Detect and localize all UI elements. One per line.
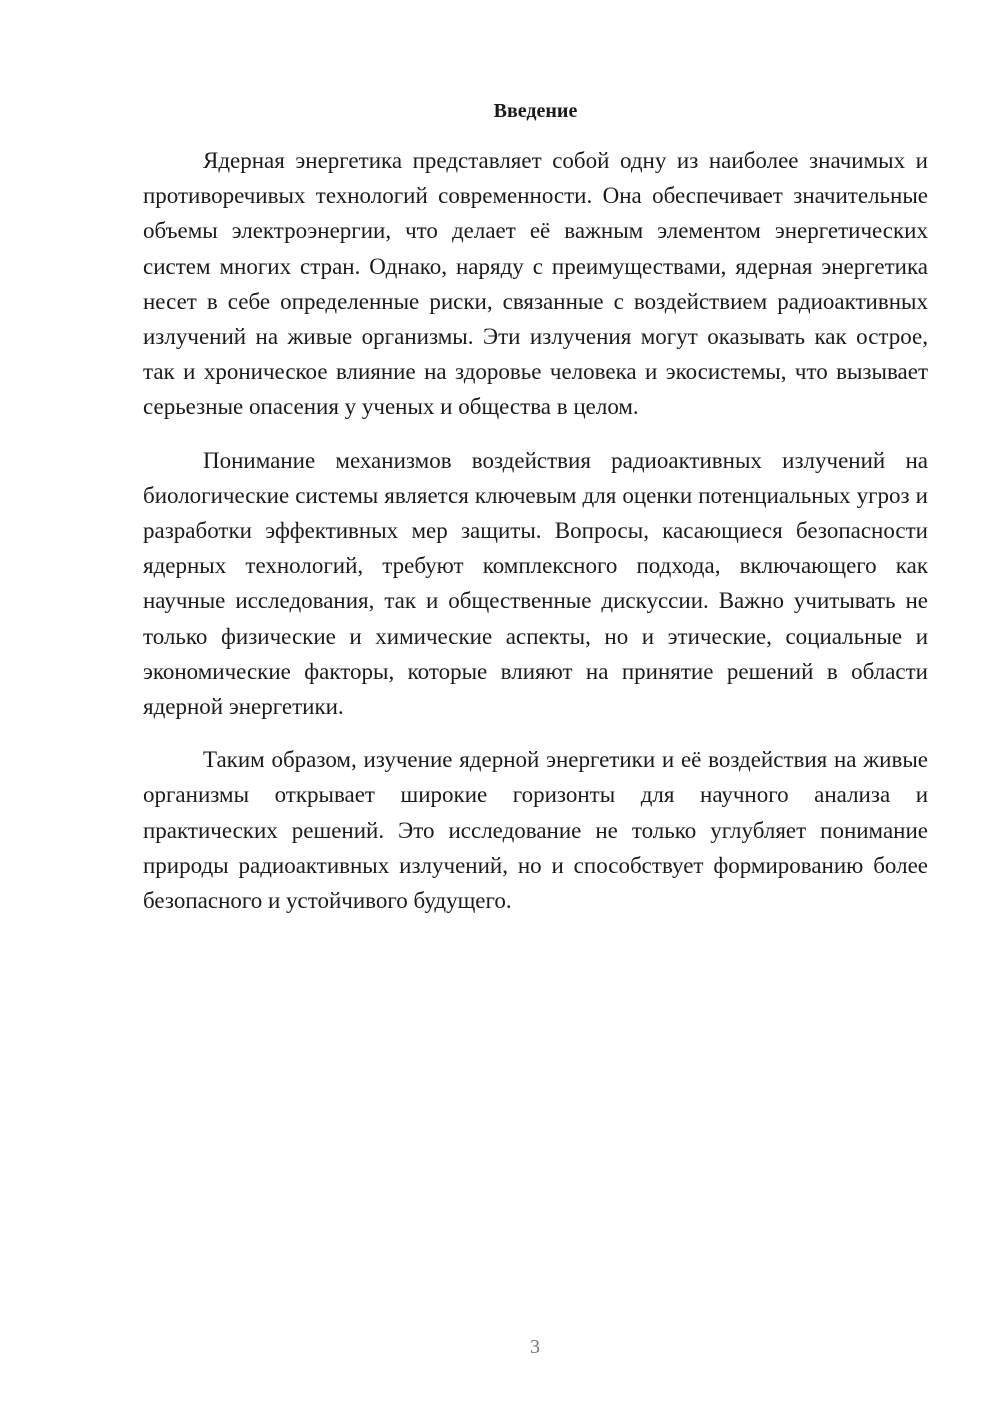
page-number: 3 bbox=[530, 1336, 540, 1358]
paragraph-3: Таким образом, изучение ядерной энергетики и её воздействия на живые организмы открывает широкие горизонты для научного анализа и практических решений. Это исследование не только углубляет понимание природы радиоактивных излучений, но и способствует формированию более безопасного и устойчивого будущего. bbox=[143, 747, 928, 914]
paragraph-1: Ядерная энергетика представляет собой одну из наиболее значимых и противоречивых технологий современности. Она обеспечивает значительные объемы электроэнергии, что делает её важным элементом энергетических систем многих стран. Однако, наряду с преимуществами, ядерная энергетика несет в себе определенные риски, связанные с воздействием радиоактивных излучений на живые организмы. Эти излучения могут оказывать как острое, так и хроническое влияние на здоровье человека и экосистемы, что вызывает серьезные опасения у ученых и общества в целом. bbox=[143, 148, 928, 420]
paragraph-2: Понимание механизмов воздействия радиоактивных излучений на биологические системы является ключевым для оценки потенциальных угроз и разработки эффективных мер защиты. Вопросы, касающиеся безопасности ядерных технологий, требуют комплексного подхода, включающего как научные исследования, так и общественные дискуссии. Важно учитывать не только физические и химические аспекты, но и этические, социальные и экономические факторы, которые влияют на принятие решений в области ядерной энергетики. bbox=[143, 447, 928, 720]
body-text bbox=[143, 143, 928, 936]
section-heading: Введение bbox=[493, 100, 578, 122]
